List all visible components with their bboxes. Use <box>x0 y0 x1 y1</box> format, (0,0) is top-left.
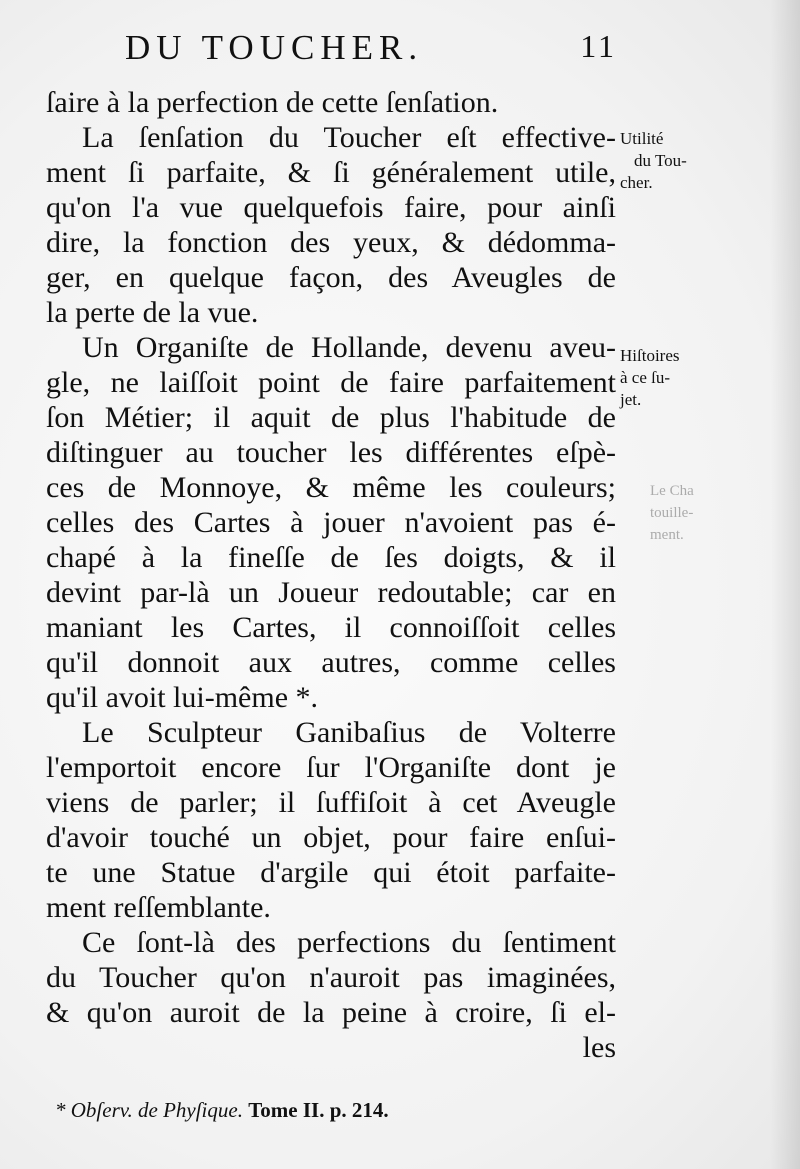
margin-note-line: Hiſtoires <box>620 346 680 365</box>
margin-note-line: Utilité <box>620 129 664 148</box>
text-line: la perte de la vue. <box>46 296 259 329</box>
text-line: & qu'on auroit de la peine à croire, ſi el- <box>46 996 616 1029</box>
text-line: te une Statue d'argile qui étoit parfaite- <box>46 856 616 889</box>
footnote-source: * Obſerv. de Phyſique. <box>55 1098 243 1122</box>
text-line: dire, la fonction des yeux, & dédomma- <box>46 226 616 259</box>
bleed-line: touille- <box>650 505 694 521</box>
text-line: Le Sculpteur Ganibaſius de Volterre <box>82 716 616 749</box>
text-line: La ſenſation du Toucher eſt effective- <box>82 121 616 154</box>
footnote-reference: Tome II. p. 214. <box>248 1098 389 1122</box>
margin-note-line: cher. <box>620 173 653 192</box>
bleed-line: Le Cha <box>650 483 694 499</box>
text-line: ſon Métier; il aquit de plus l'habitude de <box>46 401 616 434</box>
text-line: diſtinguer au toucher les différentes eſpè- <box>46 436 616 469</box>
text-line: viens de parler; il ſuffiſoit à cet Aveugle <box>46 786 616 819</box>
text-line: devint par-là un Joueur redoutable; car en <box>46 576 616 609</box>
margin-note-utility <box>620 128 720 194</box>
text-line: ger, en quelque façon, des Aveugles de <box>46 261 616 294</box>
running-title: DU TOUCHER. <box>125 28 424 67</box>
text-line: Ce ſont-là des perfections du ſentiment <box>82 926 616 959</box>
margin-note-line: jet. <box>620 390 642 409</box>
text-line: chapé à la fineſſe de ſes doigts, & il <box>46 541 616 574</box>
bleed-line: ment. <box>650 527 684 543</box>
margin-note-line: à ce ſu- <box>620 368 671 387</box>
page-header <box>125 28 625 78</box>
bleed-through-note <box>650 480 694 546</box>
page-edge-shadow <box>770 0 800 1169</box>
text-line: qu'on l'a vue quelquefois faire, pour ainſi <box>46 191 616 224</box>
margin-note-line: du Tou- <box>634 151 687 170</box>
text-line: qu'il avoit lui-même *. <box>46 681 319 714</box>
text-line: ment reſſemblante. <box>46 891 271 924</box>
margin-note-histories <box>620 345 720 411</box>
text-line: ment ſi parfaite, & ſi généralement utile, <box>46 156 616 189</box>
text-line: qu'il donnoit aux autres, comme celles <box>46 646 616 679</box>
text-line: l'emportoit encore ſur l'Organiſte dont je <box>46 751 616 784</box>
text-line: maniant les Cartes, il connoiſſoit celles <box>46 611 616 644</box>
text-line: celles des Cartes à jouer n'avoient pas é- <box>46 506 616 539</box>
text-line: ſaire à la perfection de cette ſenſation. <box>46 86 499 119</box>
footnote <box>55 1098 389 1123</box>
text-line: du Toucher qu'on n'auroit pas imaginées, <box>46 961 616 994</box>
catchword: les <box>582 1031 616 1064</box>
page-number: 11 <box>580 28 617 64</box>
body-text <box>46 85 616 1065</box>
text-line: d'avoir touché un objet, pour faire enſui- <box>46 821 616 854</box>
text-line: ces de Monnoye, & même les couleurs; <box>46 471 616 504</box>
text-line: gle, ne laiſſoit point de faire parfaitement <box>46 366 616 399</box>
text-line: Un Organiſte de Hollande, devenu aveu- <box>82 331 616 364</box>
